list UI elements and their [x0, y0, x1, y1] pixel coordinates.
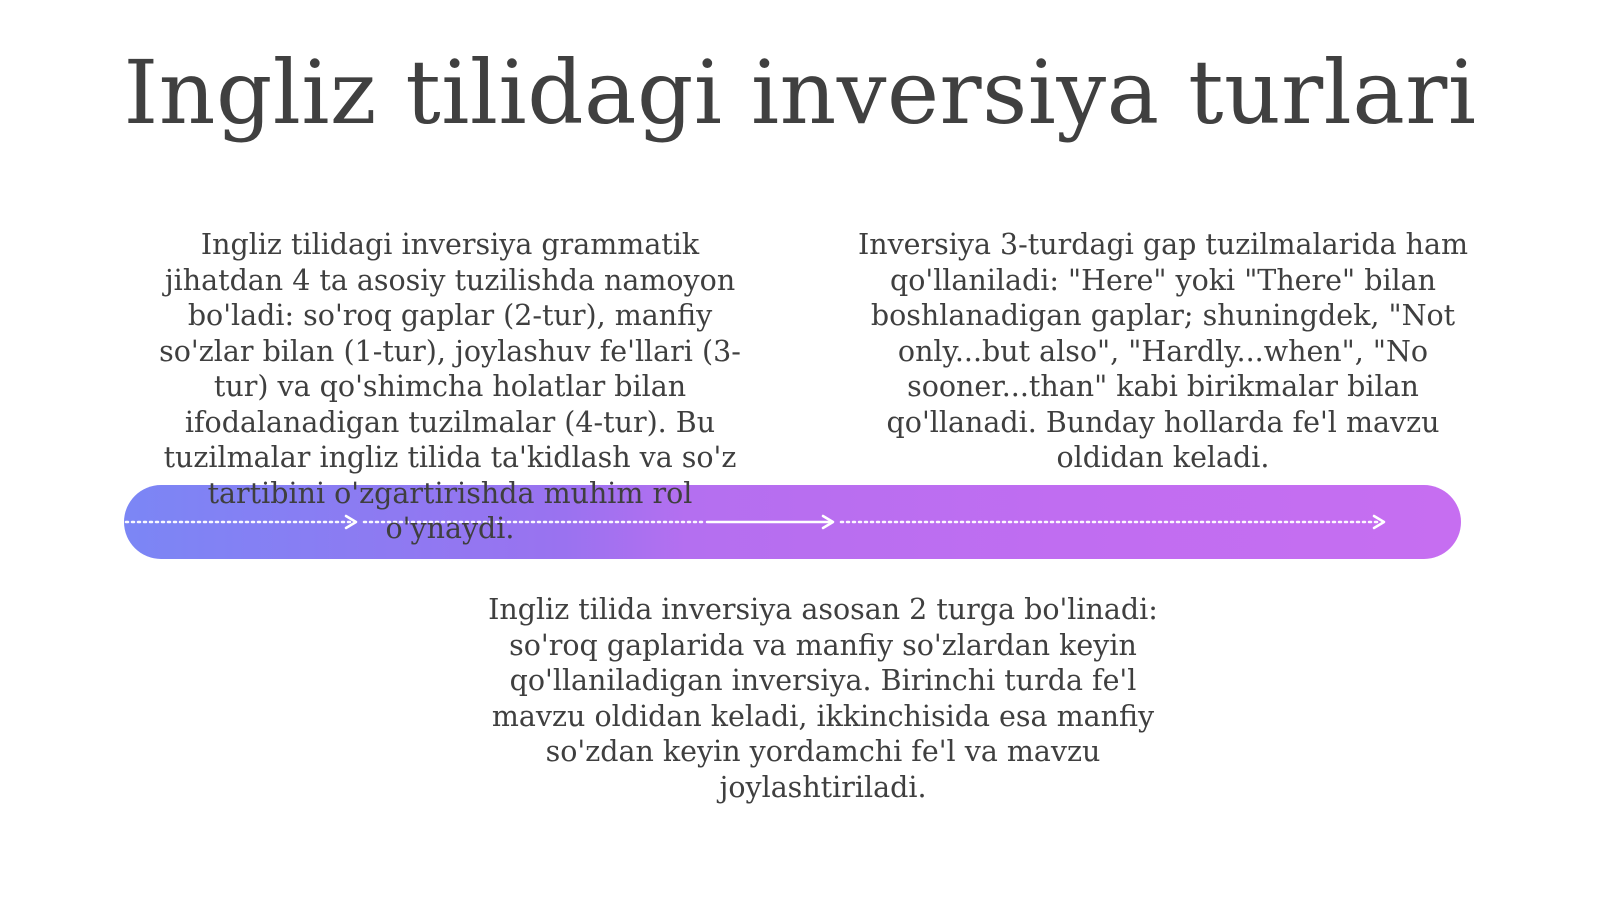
text-block-right: Inversiya 3-turdagi gap tuzilmalarida ham qo'llaniladi: "Here" yoki "There" bilan boshlanadigan gaplar; shuningdek, "Not only...but also", "Hardly...when", "No sooner...than" kabi birikmalar bilan qo'llanadi. Bunday hollarda fe'l mavzu oldidan keladi. — [857, 228, 1469, 474]
text-block-left: Ingliz tilidagi inversiya grammatik jihatdan 4 ta asosiy tuzilishda namoyon bo'ladi: so'roq gaplar (2-tur), manfiy so'zlar bilan (1-tur), joylashuv fe'llari (3-tur) va qo'shimcha holatlar bilan ifodalanadigan tuzilmalar (4-tur). Bu tuzilmalar ingliz tilida ta'kidlash va so'z tartibini o'zgartirishda muhim rol o'ynaydi. — [159, 228, 741, 545]
slide-title: Ingliz tilidagi inversiya turlari — [123, 41, 1477, 144]
text-block-bottom: Ingliz tilida inversiya asosan 2 turga bo'linadi: so'roq gaplarida va manfiy so'zlardan keyin qo'llaniladigan inversiya. Birinchi turda fe'l mavzu oldidan keladi, ikkinchisida esa manfiy so'zdan keyin yordamchi fe'l va mavzu joylashtiriladi. — [488, 593, 1158, 804]
